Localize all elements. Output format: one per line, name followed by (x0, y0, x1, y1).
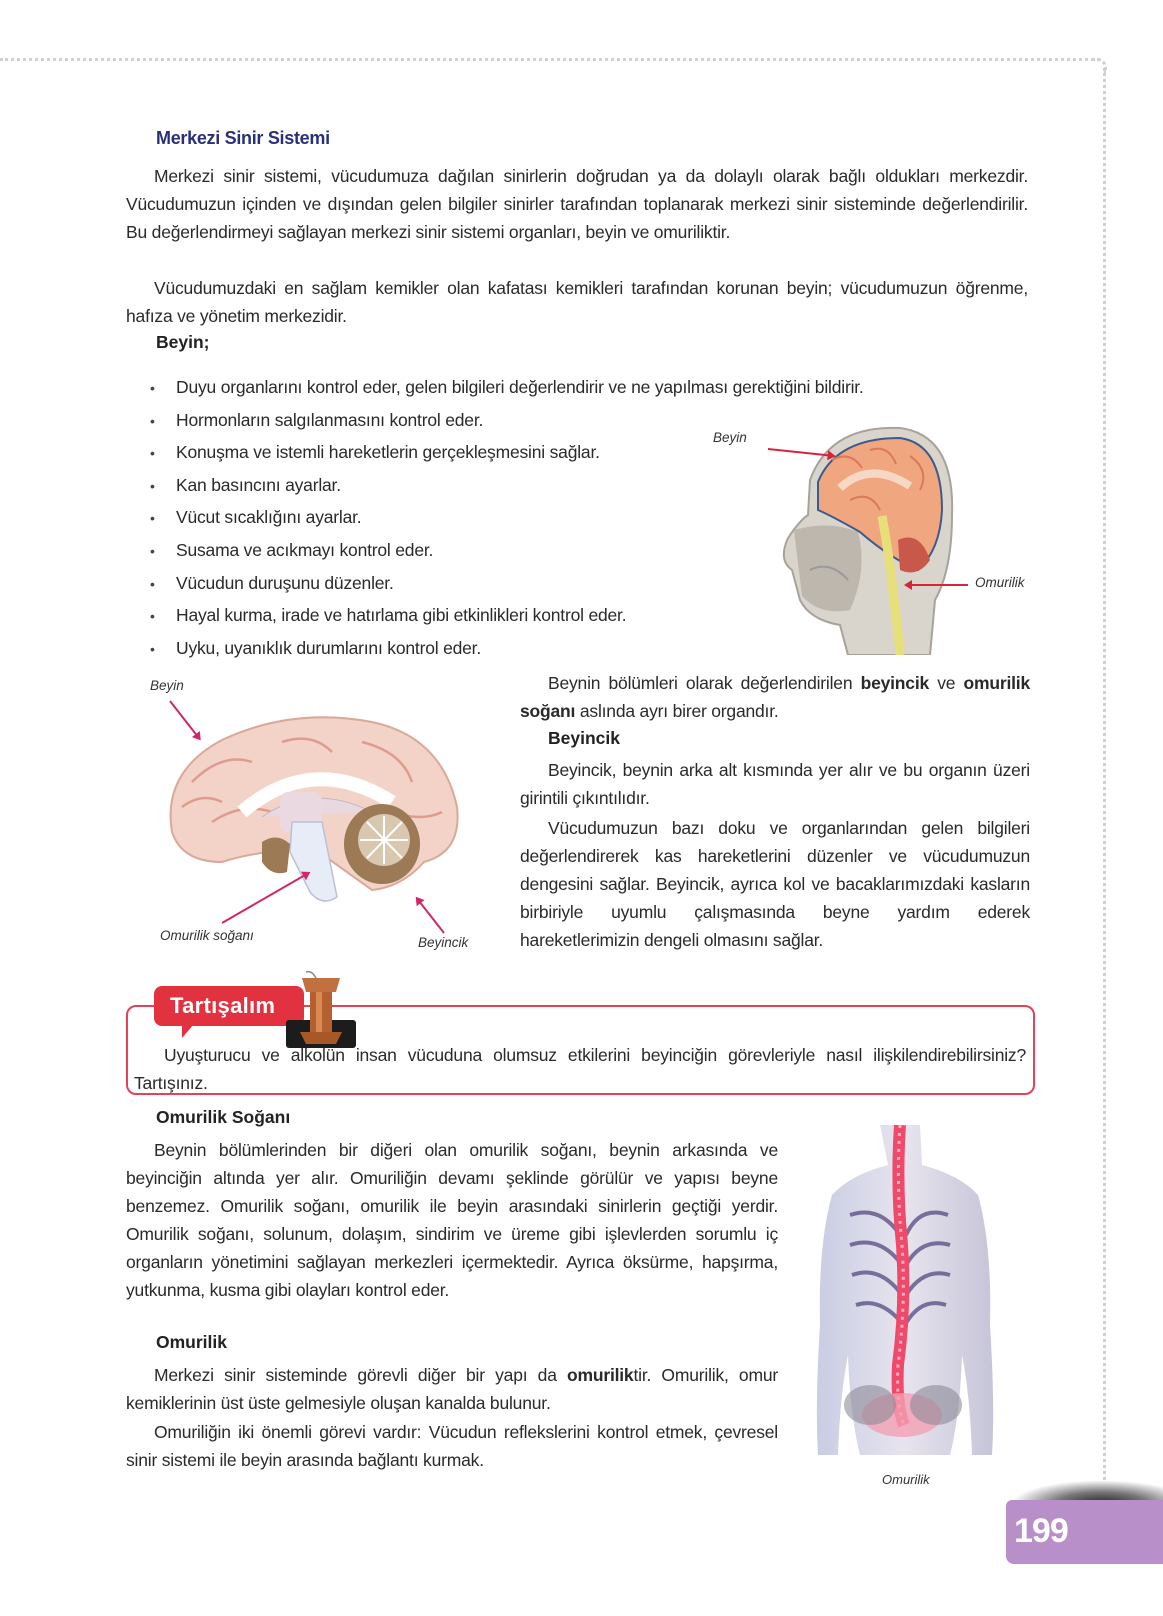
bullet-icon: • (150, 445, 155, 462)
beyin-function-list (150, 372, 864, 665)
list-item: • Hormonların salgılanmasını kontrol eder. (150, 405, 864, 438)
brain-figure-label-beyin: Beyin (150, 678, 184, 693)
bullet-icon: • (150, 608, 155, 625)
list-item: • Uyku, uyanıklık durumlarını kontrol eder. (150, 633, 864, 666)
list-item: • Hayal kurma, irade ve hatırlama gibi etkinlikleri kontrol eder. (150, 600, 864, 633)
head-figure-label-omurilik: Omurilik (975, 575, 1025, 590)
spine-figure-caption: Omurilik (882, 1472, 930, 1487)
brain-figure-label-beyincik: Beyincik (418, 935, 469, 950)
list-item: • Susama ve acıkmayı kontrol eder. (150, 535, 864, 568)
beyincik-heading: Beyincik (548, 728, 620, 748)
omurilik-sogani-heading: Omurilik Soğanı (156, 1107, 291, 1127)
spine-figure (810, 1125, 1000, 1470)
spine-illustration (810, 1125, 1000, 1470)
beyincik-intro-paragraph: Beynin bölümleri olarak değerlendirilen beyincik ve omurilik soğanı aslında ayrı birer organdır. (520, 673, 1030, 721)
intro-paragraph-1: Merkezi sinir sistemi, vücudumuza dağılan sinirlerin doğrudan ya da dolaylı olarak bağlı oldukları merkezdir. Vücudumuzun içinden ve dışından gelen bilgiler sinirler tarafından toplanarak merkezi sinir sisteminde değerlendirilir. Bu değerlendirmeyi sağlayan merkezi sinir sistemi organları, beyin ve omuriliktir. (126, 166, 1028, 242)
intro-paragraph-2: Vücudumuzdaki en sağlam kemikler olan kafatası kemikleri tarafından korunan beyin; vücudumuzun öğrenme, hafıza ve yönetim merkezidir. (126, 278, 1028, 326)
bullet-icon: • (150, 575, 155, 592)
list-item: • Vücut sıcaklığını ayarlar. (150, 502, 864, 535)
discussion-tag: Tartışalım (154, 986, 304, 1026)
list-item: • Kan basıncını ayarlar. (150, 470, 864, 503)
head-figure-label-beyin: Beyin (713, 430, 747, 445)
head-cross-section-figure (770, 420, 960, 655)
page-border-top (0, 58, 1100, 61)
bullet-icon: • (150, 542, 155, 559)
beyincik-paragraph-1: Beyincik, beynin arka alt kısmında yer alır ve bu organın üzeri girintili çıkıntılıdır. (520, 760, 1030, 808)
page-number: 199 (1014, 1512, 1068, 1550)
brain-figure-label-omurilik-sogani: Omurilik soğanı (160, 928, 254, 943)
list-item: • Duyu organlarını kontrol eder, gelen bilgileri değerlendirir ve ne yapılması gerektiğini bildirir. (150, 372, 864, 405)
label-arrow-omurilik (906, 584, 968, 586)
beyin-heading: Beyin; (156, 332, 210, 352)
lectern-icon (286, 970, 356, 1048)
list-item: • Vücudun duruşunu düzenler. (150, 568, 864, 601)
omurilik-heading: Omurilik (156, 1332, 227, 1352)
beyincik-paragraph-2: Vücudumuzun bazı doku ve organlarından gelen bilgileri değerlendirerek kas hareketlerini düzenler ve vücudumuzun dengesini sağlar. Beyincik, ayrıca kol ve bacaklarımızdaki kasların birbiriyle uyumlu çalışmasında beyne yardım ederek hareketlerimizin dengeli olmasını sağlar. (520, 818, 1030, 950)
omurilik-paragraph-1: Merkezi sinir sisteminde görevli diğer bir yapı da omuriliktir. Omurilik, omur kemiklerinin üst üste gelmesiyle oluşan kanalda bulunur. (126, 1365, 778, 1413)
head-anatomy-illustration (770, 420, 960, 655)
omurilik-sogani-paragraph: Beynin bölümlerinden bir diğeri olan omurilik soğanı, beynin arkasında ve beyinciğin altında yer alır. Omuriliğin devamı şeklinde görülür ve yapısı beyne benzemez. Omurilik soğanı, omurilik ile beyin arasındaki sinirlerin geçtiği yerdir. Omurilik soğanı, solunum, dolaşım, sindirim ve üreme gibi işlevlerden sorumlu iç organların yönetimini sağlayan merkezleri içermektedir. Ayrıca öksürme, hapşırma, yutkunma, kusma gibi olayları kontrol eder. (126, 1140, 778, 1300)
discussion-question: Uyuşturucu ve alkolün insan vücuduna olumsuz etkilerini beyinciğin görevleriyle nasıl ilişkilendirebilirsiniz? Tartışınız. (134, 1045, 1026, 1093)
bullet-icon: • (150, 510, 155, 527)
list-item: • Konuşma ve istemli hareketlerin gerçekleşmesini sağlar. (150, 437, 864, 470)
section-title: Merkezi Sinir Sistemi (156, 128, 330, 148)
bullet-icon: • (150, 477, 155, 494)
omurilik-paragraph-2: Omuriliğin iki önemli görevi vardır: Vücudun reflekslerini kontrol etmek, çevresel sinir sistemi ile beyin arasında bağlantı kurmak. (126, 1422, 778, 1470)
bullet-icon: • (150, 380, 155, 396)
bullet-icon: • (150, 640, 155, 657)
page-border-right (1103, 68, 1106, 1480)
bullet-icon: • (150, 412, 155, 429)
